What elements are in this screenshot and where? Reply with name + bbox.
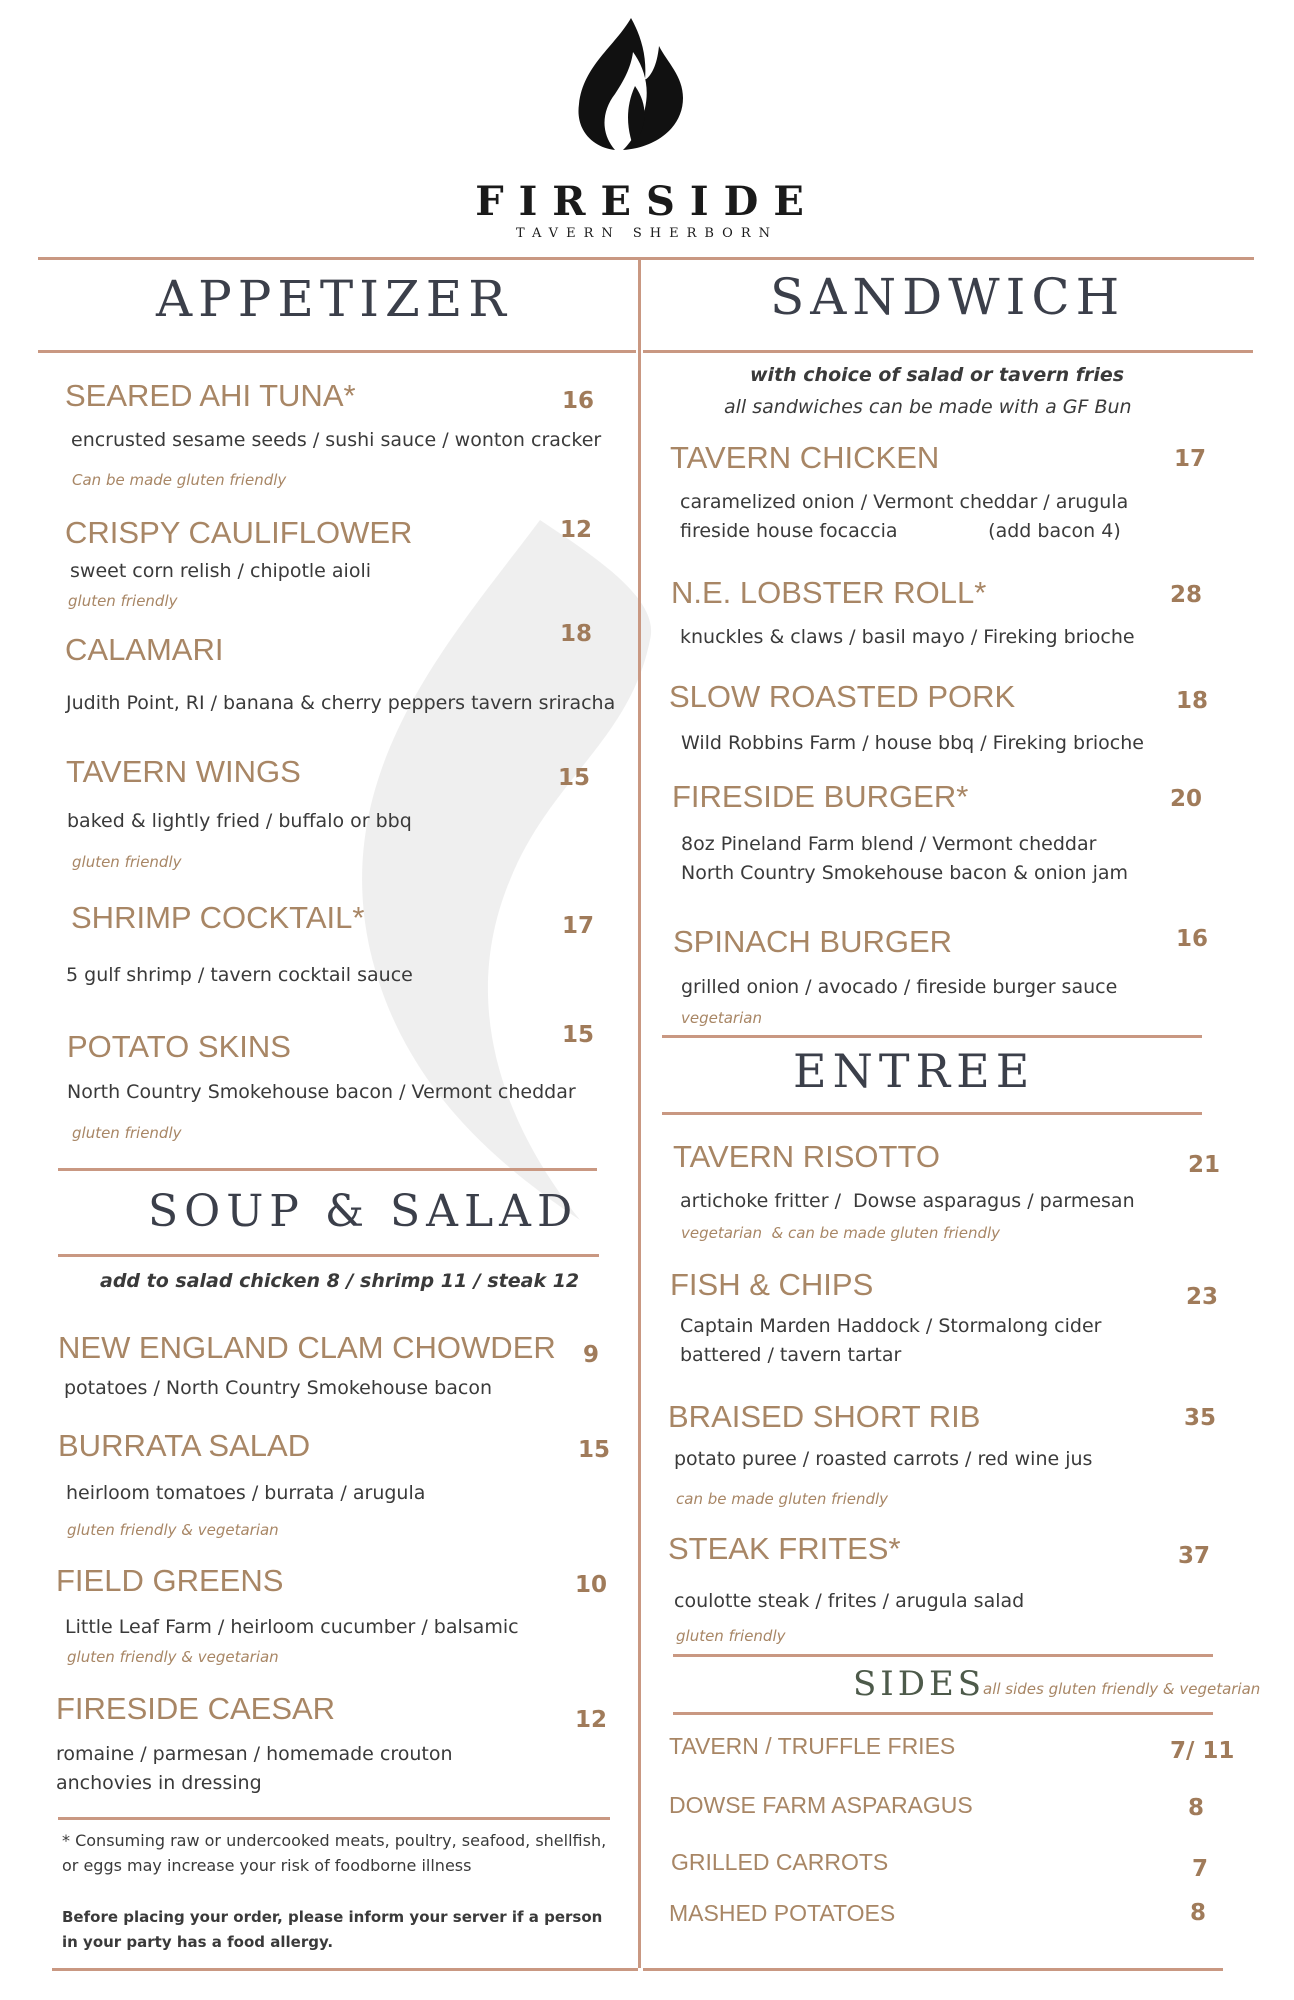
flame-logo-icon xyxy=(575,16,687,152)
menu-item-desc: potato puree / roasted carrots / red wine jus xyxy=(674,1448,1093,1470)
menu-item-name: CRISPY CAULIFLOWER xyxy=(65,515,413,550)
menu-item-price: 18 xyxy=(1176,688,1209,714)
menu-item-name: TAVERN CHICKEN xyxy=(670,440,940,475)
menu-item-desc: baked & lightly fried / buffalo or bbq xyxy=(67,810,412,832)
menu-item-price: 21 xyxy=(1188,1152,1221,1178)
menu-item-price: 16 xyxy=(1176,926,1209,952)
menu-item-note: vegetarian xyxy=(681,1009,762,1027)
menu-item-name: NEW ENGLAND CLAM CHOWDER xyxy=(58,1330,556,1365)
menu-item-desc: romaine / parmesan / homemade crouton xyxy=(56,1743,453,1765)
menu-item-name: BURRATA SALAD xyxy=(58,1428,311,1463)
brand-subtitle: TAVERN SHERBORN xyxy=(515,226,778,241)
menu-item-desc: Judith Point, RI / banana & cherry peppers tavern sriracha xyxy=(66,692,616,714)
menu-item-price: 35 xyxy=(1184,1405,1217,1431)
center-divider xyxy=(638,258,641,1968)
soup-rule-top xyxy=(58,1168,597,1171)
menu-item-price: 18 xyxy=(560,621,593,647)
menu-item-name: STEAK FRITES* xyxy=(668,1531,901,1566)
menu-item-desc: battered / tavern tartar xyxy=(680,1344,902,1366)
menu-item-price: 12 xyxy=(575,1707,608,1733)
menu-item-name: FISH & CHIPS xyxy=(670,1267,874,1302)
flame-watermark xyxy=(330,520,710,1220)
menu-item-desc: Captain Marden Haddock / Stormalong cider xyxy=(680,1315,1102,1337)
menu-item-note: gluten friendly xyxy=(72,1124,182,1142)
soup-rule-bottom xyxy=(58,1254,599,1257)
footer-disclaimer xyxy=(62,1828,606,1878)
menu-item-note: gluten friendly xyxy=(72,853,182,871)
menu-item-price: 16 xyxy=(562,388,595,414)
appetizer-heading: APPETIZER xyxy=(156,270,512,328)
menu-item-desc: knuckles & claws / basil mayo / Fireking brioche xyxy=(680,626,1135,648)
menu-item-desc: potatoes / North Country Smokehouse bacon xyxy=(64,1377,492,1399)
bottom-rule-right xyxy=(643,1968,1223,1971)
menu-item-desc: caramelized onion / Vermont cheddar / arugula xyxy=(680,491,1129,513)
side-item-price: 8 xyxy=(1190,1900,1207,1926)
menu-item-note: gluten friendly xyxy=(68,592,178,610)
menu-item-price: 10 xyxy=(575,1572,608,1598)
menu-item-desc: Wild Robbins Farm / house bbq / Fireking brioche xyxy=(681,732,1144,754)
menu-item-price: 12 xyxy=(560,517,593,543)
menu-item-desc: North Country Smokehouse bacon & onion jam xyxy=(681,862,1129,884)
soup-salad-heading: SOUP & SALAD xyxy=(148,1186,579,1237)
allergy-line: in your party has a food allergy. xyxy=(62,1933,334,1951)
menu-item-note: gluten friendly & vegetarian xyxy=(67,1648,279,1666)
menu-item-desc: North Country Smokehouse bacon / Vermont cheddar xyxy=(67,1081,576,1103)
soup-salad-addons: add to salad chicken 8 / shrimp 11 / steak 12 xyxy=(100,1270,580,1292)
side-item-name: MASHED POTATOES xyxy=(669,1900,896,1926)
entree-rule-top xyxy=(662,1035,1202,1038)
menu-item-price: 28 xyxy=(1170,582,1203,608)
allergy-line: Before placing your order, please inform your server if a person xyxy=(62,1908,603,1926)
menu-item-note: vegetarian & can be made gluten friendly xyxy=(681,1224,1001,1242)
menu-item-name: SLOW ROASTED PORK xyxy=(669,679,1016,714)
menu-item-name: FIRESIDE BURGER* xyxy=(672,779,969,814)
menu-item-name: FIRESIDE CAESAR xyxy=(56,1691,336,1726)
menu-item-name: TAVERN WINGS xyxy=(66,754,301,789)
disclaimer-line: or eggs may increase your risk of foodborne illness xyxy=(62,1856,472,1875)
menu-item-desc: Little Leaf Farm / heirloom cucumber / balsamic xyxy=(65,1616,519,1638)
entree-rule-bottom xyxy=(662,1112,1202,1115)
footer-allergy xyxy=(62,1905,602,1955)
sides-rule-top xyxy=(673,1654,1213,1657)
menu-item-price: 17 xyxy=(562,913,595,939)
menu-item-desc: heirloom tomatoes / burrata / arugula xyxy=(66,1482,426,1504)
sandwich-subtitle: with choice of salad or tavern fries xyxy=(750,364,1125,386)
sides-note: all sides gluten friendly & vegetarian xyxy=(983,1680,1261,1698)
menu-item-price: 15 xyxy=(578,1437,611,1463)
menu-item-name: SPINACH BURGER xyxy=(673,924,953,959)
menu-item-note: Can be made gluten friendly xyxy=(72,471,287,489)
menu-item-desc: anchovies in dressing xyxy=(56,1772,262,1794)
menu-item-name: BRAISED SHORT RIB xyxy=(668,1399,981,1434)
sandwich-heading: SANDWICH xyxy=(770,268,1126,326)
menu-item-desc: sweet corn relish / chipotle aioli xyxy=(70,560,372,582)
side-item-name: TAVERN / TRUFFLE FRIES xyxy=(669,1733,956,1759)
menu-item-desc: 5 gulf shrimp / tavern cocktail sauce xyxy=(66,964,413,986)
menu-item-name: POTATO SKINS xyxy=(67,1029,291,1064)
menu-item-name: N.E. LOBSTER ROLL* xyxy=(671,575,987,610)
side-item-price: 7 xyxy=(1192,1856,1209,1882)
sandwich-subtitle-gf: all sandwiches can be made with a GF Bun xyxy=(724,396,1132,418)
menu-item-price: 17 xyxy=(1174,446,1207,472)
menu-item-price: 23 xyxy=(1186,1284,1219,1310)
entree-heading: ENTREE xyxy=(793,1044,1036,1098)
bottom-rule-left xyxy=(52,1968,638,1971)
menu-item-name: SHRIMP COCKTAIL* xyxy=(71,900,365,935)
side-item-name: GRILLED CARROTS xyxy=(671,1849,889,1875)
brand-name: FIRESIDE xyxy=(475,178,819,225)
footer-rule xyxy=(58,1817,610,1820)
menu-item-note: can be made gluten friendly xyxy=(676,1490,889,1508)
menu-item-name: SEARED AHI TUNA* xyxy=(65,378,356,413)
menu-item-price: 15 xyxy=(562,1022,595,1048)
menu-item-price: 20 xyxy=(1170,786,1203,812)
side-item-price: 8 xyxy=(1188,1795,1205,1821)
side-item-name: DOWSE FARM ASPARAGUS xyxy=(669,1792,973,1818)
menu-item-note: gluten friendly & vegetarian xyxy=(67,1521,279,1539)
menu-item-desc: encrusted sesame seeds / sushi sauce / wonton cracker xyxy=(71,429,602,451)
menu-item-note: gluten friendly xyxy=(676,1627,786,1645)
menu-item-desc: coulotte steak / frites / arugula salad xyxy=(674,1590,1025,1612)
menu-item-name: FIELD GREENS xyxy=(56,1563,284,1598)
menu-item-desc: fireside house focaccia (add bacon 4) xyxy=(680,520,1121,542)
sides-rule-bottom xyxy=(673,1712,1213,1715)
heading-underline-left xyxy=(38,350,636,353)
disclaimer-line: * Consuming raw or undercooked meats, poultry, seafood, shellfish, xyxy=(62,1831,607,1850)
menu-item-price: 15 xyxy=(558,765,591,791)
menu-item-price: 37 xyxy=(1178,1543,1211,1569)
menu-item-desc: artichoke fritter / Dowse asparagus / parmesan xyxy=(680,1190,1135,1212)
menu-item-desc: 8oz Pineland Farm blend / Vermont cheddar xyxy=(681,833,1097,855)
top-rule xyxy=(38,257,1254,260)
menu-item-price: 9 xyxy=(583,1342,600,1368)
side-item-price: 7/ 11 xyxy=(1170,1738,1235,1764)
menu-item-name: TAVERN RISOTTO xyxy=(673,1139,940,1174)
menu-item-desc: grilled onion / avocado / fireside burger sauce xyxy=(681,976,1118,998)
menu-item-name: CALAMARI xyxy=(65,632,224,667)
heading-underline-right xyxy=(643,350,1253,353)
sides-heading: SIDES xyxy=(853,1664,986,1704)
